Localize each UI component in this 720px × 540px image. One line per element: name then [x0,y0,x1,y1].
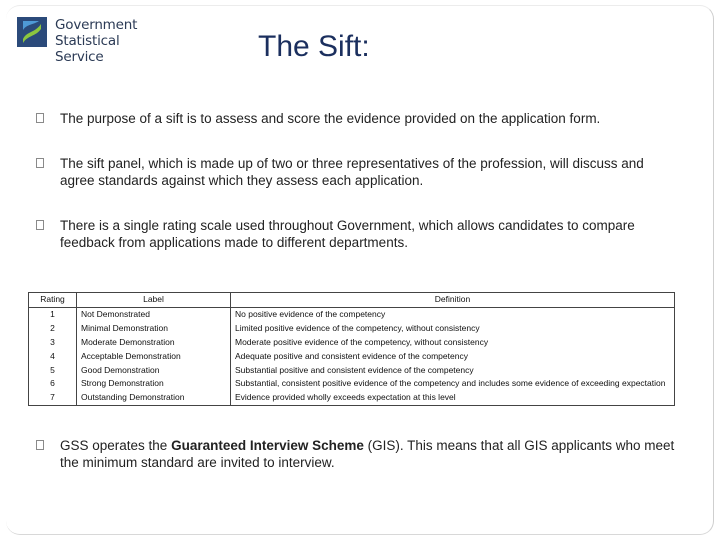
label-cell: Outstanding Demonstration [77,391,231,405]
checkbox-bullet-icon [36,158,44,168]
definition-cell: Adequate positive and consistent evidence of the competency [235,350,468,361]
definition-cell: Substantial, consistent positive evidence of the competency and includes some evidence of exceeding expectation [235,378,666,389]
label-cell: Moderate Demonstration [77,336,231,350]
rating-cell: 4 [29,350,77,364]
gss-logo-icon [17,17,47,47]
gis-text-post: (GIS). This means that all GIS applicants who meet the minimum standard are invited to interview. [60,438,675,470]
checkbox-bullet-icon [36,220,44,230]
bullet-text [60,437,680,471]
label-cell: Acceptable Demonstration [77,350,231,364]
gis-text-pre: GSS operates the [60,438,172,453]
definition-cell: Limited positive evidence of the competency, without consistency [235,322,480,333]
checkbox-bullet-icon [36,113,44,123]
rating-scale-table [28,292,675,406]
label-cell: Strong Demonstration [77,377,231,391]
table-row [29,336,675,350]
logo-line-2: Statistical Service [55,33,120,65]
header-label: Label [77,293,231,308]
bullet-text: The sift panel, which is made up of two or three representatives of the profession, will discuss and agree standards against which they assess each application. [60,156,644,188]
rating-cell: 6 [29,377,77,391]
slide-title: The Sift: [258,30,370,63]
header-rating: Rating [29,293,77,308]
rating-cell: 1 [29,307,77,321]
table-row [29,377,675,391]
table-row [29,364,675,378]
definition-cell: No positive evidence of the competency [235,308,386,319]
rating-cell: 2 [29,322,77,336]
label-cell: Good Demonstration [77,364,231,378]
label-cell: Minimal Demonstration [77,322,231,336]
logo-line-1: Government [55,17,138,33]
table-row [29,391,675,405]
rating-cell: 3 [29,336,77,350]
definition-cell: Moderate positive evidence of the competency, without consistency [235,336,489,347]
gis-scheme-name: Guaranteed Interview Scheme [171,438,364,453]
bullet-text: There is a single rating scale used throughout Government, which allows candidates to compare feedback from applications made to different departments. [60,218,635,250]
table-row [29,307,675,321]
definition-cell: Substantial positive and consistent evidence of the competency [235,364,474,375]
rating-cell: 7 [29,391,77,405]
table-row [29,322,675,336]
checkbox-bullet-icon [36,440,44,450]
table-row [29,350,675,364]
header-definition: Definition [231,293,675,308]
bullet-text: The purpose of a sift is to assess and score the evidence provided on the application form. [60,111,601,126]
label-cell: Not Demonstrated [77,307,231,321]
definition-cell: Evidence provided wholly exceeds expectation at this level [235,392,456,403]
table-header-row [29,293,675,308]
rating-cell: 5 [29,364,77,378]
gss-logo [17,17,162,65]
